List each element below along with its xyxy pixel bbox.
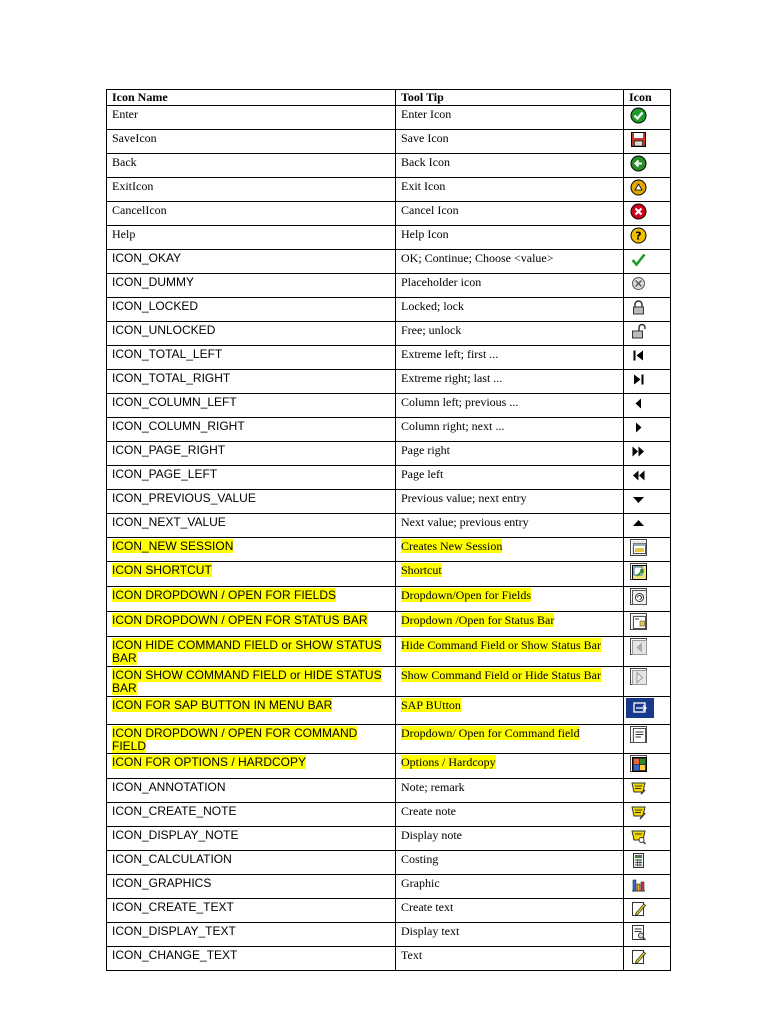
icon-name-cell xyxy=(107,827,396,851)
icon-name-cell xyxy=(107,466,396,490)
icon-cell xyxy=(624,667,671,697)
table-row xyxy=(107,154,671,178)
icon-cell xyxy=(624,637,671,667)
icon-name-cell xyxy=(107,803,396,827)
create-text-icon xyxy=(630,900,647,917)
change-text-icon xyxy=(630,948,647,965)
table-row xyxy=(107,612,671,637)
icon-name: SaveIcon xyxy=(112,131,157,145)
column-left-icon xyxy=(630,395,647,412)
icon-cell xyxy=(624,827,671,851)
tool-tip-text: Dropdown /Open for Status Bar xyxy=(401,613,555,627)
icon-cell xyxy=(624,274,671,298)
icon-name-cell xyxy=(107,899,396,923)
icon-name-cell xyxy=(107,226,396,250)
icon-name: Enter xyxy=(112,107,138,121)
next-value-icon xyxy=(630,515,647,532)
page-right-icon xyxy=(630,443,647,460)
icon-cell xyxy=(624,803,671,827)
tool-tip-cell xyxy=(396,587,624,612)
icon-name-cell xyxy=(107,442,396,466)
display-text-icon xyxy=(630,924,647,941)
icon-cell xyxy=(624,106,671,130)
table-row xyxy=(107,250,671,274)
icon-cell xyxy=(624,394,671,418)
tool-tip-text: Options / Hardcopy xyxy=(401,755,496,769)
tool-tip-text: Extreme right; last ... xyxy=(401,371,503,385)
tool-tip-cell xyxy=(396,490,624,514)
table-row xyxy=(107,899,671,923)
tool-tip-cell xyxy=(396,130,624,154)
annotation-icon xyxy=(630,780,647,797)
tool-tip-text: Create text xyxy=(401,900,454,914)
total-right-icon xyxy=(630,371,647,388)
table-row xyxy=(107,130,671,154)
table-row xyxy=(107,490,671,514)
icon-name: ICON SHORTCUT xyxy=(112,563,212,577)
display-note-icon xyxy=(630,828,647,845)
icon-cell xyxy=(624,250,671,274)
tool-tip-cell xyxy=(396,346,624,370)
icon-cell xyxy=(624,322,671,346)
icon-cell xyxy=(624,899,671,923)
tool-tip-text: Text xyxy=(401,948,423,962)
icon-cell xyxy=(624,154,671,178)
tool-tip-cell xyxy=(396,394,624,418)
tool-tip-cell xyxy=(396,514,624,538)
table-row xyxy=(107,370,671,394)
icon-name: ICON_NEW SESSION xyxy=(112,539,234,553)
dropdown-fields-icon xyxy=(630,588,647,605)
tool-tip-cell xyxy=(396,274,624,298)
page-left-icon xyxy=(630,467,647,484)
tool-tip-text: Free; unlock xyxy=(401,323,462,337)
tool-tip-text: Display note xyxy=(401,828,462,842)
icon-cell xyxy=(624,754,671,779)
table-row xyxy=(107,202,671,226)
icon-cell xyxy=(624,418,671,442)
tool-tip-cell xyxy=(396,899,624,923)
table-row xyxy=(107,697,671,725)
tool-tip-text: Creates New Session xyxy=(401,539,503,553)
tool-tip-text: Exit Icon xyxy=(401,179,446,193)
icon-name: ICON_TOTAL_RIGHT xyxy=(112,371,231,385)
icon-name-cell xyxy=(107,394,396,418)
tool-tip-cell xyxy=(396,250,624,274)
icon-name: ICON_PAGE_RIGHT xyxy=(112,443,226,457)
tool-tip-cell xyxy=(396,779,624,803)
table-row xyxy=(107,466,671,490)
icon-cell xyxy=(624,130,671,154)
icon-name-cell xyxy=(107,418,396,442)
tool-tip-cell xyxy=(396,875,624,899)
icon-name-cell xyxy=(107,250,396,274)
total-left-icon xyxy=(630,347,647,364)
icon-name: ICON SHOW COMMAND FIELD or HIDE STATUS BAR xyxy=(112,668,382,695)
icon-name-cell xyxy=(107,779,396,803)
table-row xyxy=(107,322,671,346)
tool-tip-cell xyxy=(396,667,624,697)
tool-tip-text: Locked; lock xyxy=(401,299,464,313)
icon-name: ICON_CREATE_NOTE xyxy=(112,804,237,818)
icon-name-cell xyxy=(107,587,396,612)
icon-cell xyxy=(624,612,671,637)
new-session-icon xyxy=(630,539,647,556)
icon-name: ICON DROPDOWN / OPEN FOR COMMAND FIELD xyxy=(112,726,358,753)
table-row xyxy=(107,106,671,130)
icon-name: ICON_DISPLAY_NOTE xyxy=(112,828,239,842)
enter-check-icon xyxy=(630,107,647,124)
icon-name: ExitIcon xyxy=(112,179,154,193)
previous-value-icon xyxy=(630,491,647,508)
table-row xyxy=(107,298,671,322)
tool-tip-cell xyxy=(396,697,624,725)
tool-tip-text: Show Command Field or Hide Status Bar xyxy=(401,668,601,682)
icon-cell xyxy=(624,725,671,754)
icon-cell xyxy=(624,226,671,250)
dummy-placeholder-icon xyxy=(630,275,647,292)
icon-name: ICON DROPDOWN / OPEN FOR FIELDS xyxy=(112,588,337,602)
tool-tip-text: Column right; next ... xyxy=(401,419,505,433)
table-row xyxy=(107,875,671,899)
icon-name-cell xyxy=(107,697,396,725)
icon-name: ICON_LOCKED xyxy=(112,299,199,313)
table-row xyxy=(107,514,671,538)
icon-reference-table xyxy=(106,89,671,971)
icon-name: ICON_COLUMN_RIGHT xyxy=(112,419,245,433)
svg-text:?: ? xyxy=(635,229,642,243)
icon-name-cell xyxy=(107,130,396,154)
icon-name-cell xyxy=(107,637,396,667)
tool-tip-text: Hide Command Field or Show Status Bar xyxy=(401,638,601,652)
icon-name-cell xyxy=(107,106,396,130)
table-row xyxy=(107,418,671,442)
icon-name: ICON DROPDOWN / OPEN FOR STATUS BAR xyxy=(112,613,368,627)
icon-name-cell xyxy=(107,346,396,370)
cancel-x-icon xyxy=(630,203,647,220)
tool-tip-cell xyxy=(396,612,624,637)
icon-name: Back xyxy=(112,155,137,169)
table-row xyxy=(107,851,671,875)
column-right-icon xyxy=(630,419,647,436)
icon-cell xyxy=(624,562,671,587)
icon-cell xyxy=(624,298,671,322)
tool-tip-cell xyxy=(396,322,624,346)
tool-tip-cell xyxy=(396,298,624,322)
icon-cell xyxy=(624,947,671,971)
icon-cell xyxy=(624,466,671,490)
header-icon: Icon xyxy=(624,90,671,106)
icon-cell xyxy=(624,923,671,947)
icon-name-cell xyxy=(107,514,396,538)
calculator-icon xyxy=(630,852,647,869)
tool-tip-cell xyxy=(396,154,624,178)
icon-cell xyxy=(624,587,671,612)
table-row xyxy=(107,779,671,803)
options-hardcopy-icon xyxy=(630,755,647,772)
tool-tip-text: Note; remark xyxy=(401,780,465,794)
icon-cell xyxy=(624,178,671,202)
tool-tip-text: Cancel Icon xyxy=(401,203,459,217)
tool-tip-cell xyxy=(396,226,624,250)
icon-cell xyxy=(624,697,671,725)
tool-tip-text: Enter Icon xyxy=(401,107,452,121)
table-row xyxy=(107,923,671,947)
icon-name-cell xyxy=(107,851,396,875)
table-row xyxy=(107,637,671,667)
tool-tip-cell xyxy=(396,202,624,226)
tool-tip-text: Column left; previous ... xyxy=(401,395,519,409)
table-header-row xyxy=(107,90,671,106)
table-row xyxy=(107,667,671,697)
tool-tip-text: Back Icon xyxy=(401,155,450,169)
back-arrow-icon xyxy=(630,155,647,172)
icon-name-cell xyxy=(107,612,396,637)
icon-name: ICON_NEXT_VALUE xyxy=(112,515,226,529)
dropdown-command-field-icon xyxy=(630,726,647,743)
table-row xyxy=(107,538,671,562)
icon-cell xyxy=(624,875,671,899)
icon-name-cell xyxy=(107,298,396,322)
tool-tip-cell xyxy=(396,754,624,779)
tool-tip-text: Dropdown/Open for Fields xyxy=(401,588,531,602)
icon-name: ICON_PREVIOUS_VALUE xyxy=(112,491,256,505)
tool-tip-text: Previous value; next entry xyxy=(401,491,527,505)
table-row xyxy=(107,587,671,612)
dropdown-status-bar-icon xyxy=(630,613,647,630)
icon-name-cell xyxy=(107,178,396,202)
tool-tip-text: SAP BUtton xyxy=(401,698,461,712)
show-command-field-icon xyxy=(630,668,647,685)
tool-tip-text: Extreme left; first ... xyxy=(401,347,499,361)
tool-tip-cell xyxy=(396,538,624,562)
table-row xyxy=(107,803,671,827)
icon-name-cell xyxy=(107,754,396,779)
tool-tip-cell xyxy=(396,851,624,875)
icon-cell xyxy=(624,442,671,466)
tool-tip-cell xyxy=(396,803,624,827)
header-tool-tip: Tool Tip xyxy=(396,90,624,106)
tool-tip-cell xyxy=(396,637,624,667)
sap-button-icon xyxy=(626,698,654,718)
shortcut-icon xyxy=(630,563,647,580)
tool-tip-cell xyxy=(396,418,624,442)
tool-tip-text: Save Icon xyxy=(401,131,449,145)
icon-name: Help xyxy=(112,227,136,241)
tool-tip-text: Next value; previous entry xyxy=(401,515,529,529)
okay-check-icon xyxy=(630,251,647,268)
tool-tip-cell xyxy=(396,725,624,754)
icon-cell xyxy=(624,538,671,562)
table-row xyxy=(107,394,671,418)
tool-tip-text: Costing xyxy=(401,852,439,866)
icon-name-cell xyxy=(107,947,396,971)
header-icon-name: Icon Name xyxy=(107,90,396,106)
tool-tip-text: Display text xyxy=(401,924,460,938)
table-row xyxy=(107,226,671,250)
icon-name: ICON HIDE COMMAND FIELD or SHOW STATUS BAR xyxy=(112,638,382,665)
icon-name-cell xyxy=(107,875,396,899)
icon-name: ICON_OKAY xyxy=(112,251,182,265)
tool-tip-text: Page right xyxy=(401,443,450,457)
help-question-icon xyxy=(630,227,647,244)
icon-name-cell xyxy=(107,154,396,178)
icon-cell xyxy=(624,514,671,538)
icon-name: ICON_UNLOCKED xyxy=(112,323,216,337)
table-row xyxy=(107,442,671,466)
unlock-icon xyxy=(630,323,647,340)
icon-name-cell xyxy=(107,725,396,754)
table-row xyxy=(107,274,671,298)
icon-name: ICON_CALCULATION xyxy=(112,852,232,866)
tool-tip-cell xyxy=(396,370,624,394)
icon-cell xyxy=(624,370,671,394)
icon-name-cell xyxy=(107,490,396,514)
create-note-icon xyxy=(630,804,647,821)
icon-name-cell xyxy=(107,538,396,562)
table-row xyxy=(107,725,671,754)
graphics-chart-icon xyxy=(630,876,647,893)
icon-name-cell xyxy=(107,562,396,587)
lock-icon xyxy=(630,299,647,316)
tool-tip-text: Shortcut xyxy=(401,563,442,577)
icon-name: ICON_DISPLAY_TEXT xyxy=(112,924,236,938)
table-row xyxy=(107,827,671,851)
icon-name: ICON_ANNOTATION xyxy=(112,780,226,794)
hide-command-field-icon xyxy=(630,638,647,655)
table-row xyxy=(107,754,671,779)
tool-tip-text: Placeholder icon xyxy=(401,275,482,289)
tool-tip-cell xyxy=(396,178,624,202)
icon-name: ICON_TOTAL_LEFT xyxy=(112,347,223,361)
icon-name-cell xyxy=(107,322,396,346)
tool-tip-cell xyxy=(396,106,624,130)
tool-tip-cell xyxy=(396,442,624,466)
icon-cell xyxy=(624,346,671,370)
icon-cell xyxy=(624,851,671,875)
tool-tip-cell xyxy=(396,947,624,971)
table-row xyxy=(107,346,671,370)
icon-name: ICON_CHANGE_TEXT xyxy=(112,948,238,962)
tool-tip-text: Page left xyxy=(401,467,444,481)
table-row xyxy=(107,178,671,202)
icon-name-cell xyxy=(107,370,396,394)
tool-tip-text: Help Icon xyxy=(401,227,449,241)
icon-name: ICON_DUMMY xyxy=(112,275,195,289)
icon-name: ICON FOR SAP BUTTON IN MENU BAR xyxy=(112,698,333,712)
icon-name-cell xyxy=(107,274,396,298)
icon-name: ICON_CREATE_TEXT xyxy=(112,900,234,914)
icon-cell xyxy=(624,202,671,226)
icon-name-cell xyxy=(107,667,396,697)
tool-tip-cell xyxy=(396,562,624,587)
icon-name: ICON_PAGE_LEFT xyxy=(112,467,218,481)
table-row xyxy=(107,947,671,971)
tool-tip-cell xyxy=(396,923,624,947)
icon-cell xyxy=(624,779,671,803)
tool-tip-cell xyxy=(396,827,624,851)
exit-icon xyxy=(630,179,647,196)
icon-name: CancelIcon xyxy=(112,203,167,217)
table-row xyxy=(107,562,671,587)
tool-tip-text: OK; Continue; Choose <value> xyxy=(401,251,554,265)
tool-tip-text: Graphic xyxy=(401,876,440,890)
icon-cell xyxy=(624,490,671,514)
icon-name: ICON_GRAPHICS xyxy=(112,876,212,890)
icon-name: ICON FOR OPTIONS / HARDCOPY xyxy=(112,755,307,769)
tool-tip-cell xyxy=(396,466,624,490)
save-disk-icon xyxy=(630,131,647,148)
tool-tip-text: Create note xyxy=(401,804,456,818)
icon-name-cell xyxy=(107,202,396,226)
tool-tip-text: Dropdown/ Open for Command field xyxy=(401,726,580,740)
icon-name-cell xyxy=(107,923,396,947)
icon-name: ICON_COLUMN_LEFT xyxy=(112,395,237,409)
